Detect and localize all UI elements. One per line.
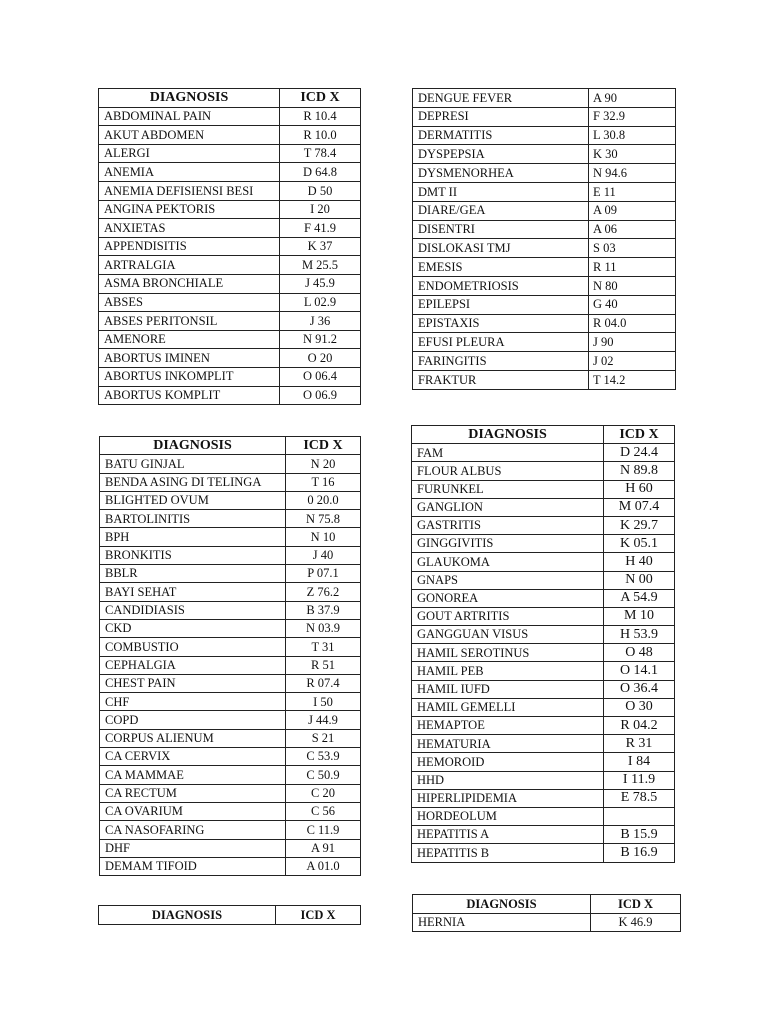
table-row bbox=[99, 367, 361, 386]
table-row bbox=[99, 181, 361, 200]
icd-code-cell: O 48 bbox=[604, 644, 675, 662]
icd-code-cell: C 11.9 bbox=[286, 821, 361, 839]
diagnosis-cell: CANDIDIASIS bbox=[100, 601, 286, 619]
diagnosis-cell: DHF bbox=[100, 839, 286, 857]
icd-code-cell: I 84 bbox=[604, 753, 675, 771]
icd-code-cell: I 11.9 bbox=[604, 771, 675, 789]
diagnosis-cell: HAMIL SEROTINUS bbox=[412, 644, 604, 662]
table-row bbox=[99, 330, 361, 349]
icd-code-cell bbox=[604, 807, 675, 825]
icd-code-cell: T 16 bbox=[286, 473, 361, 491]
icd-code-cell: D 24.4 bbox=[604, 444, 675, 462]
icd-code-cell: C 53.9 bbox=[286, 748, 361, 766]
table-row bbox=[413, 107, 676, 126]
table-row bbox=[99, 163, 361, 182]
diagnosis-cell: DERMATITIS bbox=[413, 126, 589, 145]
table-row bbox=[413, 258, 676, 277]
icd-code-cell: K 37 bbox=[280, 237, 361, 256]
icd-code-cell: B 16.9 bbox=[604, 844, 675, 862]
table-row bbox=[99, 349, 361, 368]
table-row bbox=[413, 239, 676, 258]
diagnosis-cell: ABORTUS IMINEN bbox=[99, 349, 280, 368]
table-row bbox=[412, 444, 675, 462]
diagnosis-cell: HERNIA bbox=[413, 913, 591, 932]
table-header-row bbox=[99, 89, 361, 108]
diagnosis-cell: HIPERLIPIDEMIA bbox=[412, 789, 604, 807]
icd-code-cell: C 20 bbox=[286, 784, 361, 802]
icd-code-cell: H 60 bbox=[604, 480, 675, 498]
table-row bbox=[100, 638, 361, 656]
icd-code-cell: O 36.4 bbox=[604, 680, 675, 698]
icd-code-cell: E 78.5 bbox=[604, 789, 675, 807]
icd-code-cell: O 06.9 bbox=[280, 386, 361, 405]
icd-code-cell: A 01.0 bbox=[286, 857, 361, 875]
diagnosis-cell: DIARE/GEA bbox=[413, 201, 589, 220]
table-row bbox=[412, 462, 675, 480]
table-row bbox=[413, 182, 676, 201]
icd-code-cell: B 37.9 bbox=[286, 601, 361, 619]
icd-table-4 bbox=[411, 425, 675, 863]
icd-code-cell: N 10 bbox=[286, 528, 361, 546]
table-header-row bbox=[100, 437, 361, 455]
diagnosis-cell: CHEST PAIN bbox=[100, 674, 286, 692]
table-row bbox=[412, 480, 675, 498]
table-row bbox=[412, 553, 675, 571]
diagnosis-cell: FRAKTUR bbox=[413, 370, 589, 389]
icd-code-cell: R 04.2 bbox=[604, 717, 675, 735]
table-row bbox=[100, 857, 361, 875]
icd-code-cell: B 15.9 bbox=[604, 826, 675, 844]
diagnosis-cell: DEPRESI bbox=[413, 107, 589, 126]
icd-code-cell: A 54.9 bbox=[604, 589, 675, 607]
diagnosis-cell: HAMIL GEMELLI bbox=[412, 698, 604, 716]
diagnosis-header: DIAGNOSIS bbox=[412, 426, 604, 444]
table-row bbox=[99, 126, 361, 145]
table-row bbox=[100, 473, 361, 491]
diagnosis-cell: FLOUR ALBUS bbox=[412, 462, 604, 480]
diagnosis-cell: GOUT ARTRITIS bbox=[412, 607, 604, 625]
diagnosis-cell: ABORTUS KOMPLIT bbox=[99, 386, 280, 405]
icd-table-3 bbox=[99, 436, 361, 876]
icd-code-cell: N 80 bbox=[589, 276, 676, 295]
icd-code-cell: N 20 bbox=[286, 455, 361, 473]
icd-code-cell: N 75.8 bbox=[286, 510, 361, 528]
icd-code-cell: C 56 bbox=[286, 802, 361, 820]
table-row bbox=[100, 693, 361, 711]
diagnosis-cell: CEPHALGIA bbox=[100, 656, 286, 674]
icd-code-cell: N 03.9 bbox=[286, 619, 361, 637]
diagnosis-cell: DMT II bbox=[413, 182, 589, 201]
icd-code-header: ICD X bbox=[604, 426, 675, 444]
diagnosis-cell: HEPATITIS A bbox=[412, 826, 604, 844]
icd-code-cell: R 04.0 bbox=[589, 314, 676, 333]
diagnosis-cell: BARTOLINITIS bbox=[100, 510, 286, 528]
table-row bbox=[413, 89, 676, 108]
diagnosis-cell: CHF bbox=[100, 693, 286, 711]
icd-code-cell: S 21 bbox=[286, 729, 361, 747]
icd-code-cell: M 25.5 bbox=[280, 256, 361, 275]
table-row bbox=[100, 656, 361, 674]
icd-code-cell: T 78.4 bbox=[280, 144, 361, 163]
diagnosis-cell: CA MAMMAE bbox=[100, 766, 286, 784]
table-row bbox=[99, 144, 361, 163]
diagnosis-cell: DYSMENORHEA bbox=[413, 164, 589, 183]
table-row bbox=[412, 516, 675, 534]
diagnosis-cell: HEMOROID bbox=[412, 753, 604, 771]
table-row bbox=[412, 626, 675, 644]
icd-code-cell: M 10 bbox=[604, 607, 675, 625]
diagnosis-cell: BATU GINJAL bbox=[100, 455, 286, 473]
diagnosis-cell: DISLOKASI TMJ bbox=[413, 239, 589, 258]
icd-code-cell: J 36 bbox=[280, 312, 361, 331]
table-header-row bbox=[99, 906, 361, 925]
diagnosis-cell: ABSES bbox=[99, 293, 280, 312]
table-row bbox=[100, 455, 361, 473]
icd-code-cell: K 46.9 bbox=[591, 913, 681, 932]
icd-code-cell: J 45.9 bbox=[280, 274, 361, 293]
icd-code-cell: J 02 bbox=[589, 352, 676, 371]
diagnosis-cell: HHD bbox=[412, 771, 604, 789]
diagnosis-cell: GASTRITIS bbox=[412, 516, 604, 534]
icd-table-1 bbox=[98, 88, 361, 405]
table-row bbox=[100, 729, 361, 747]
table-row bbox=[100, 839, 361, 857]
table-row bbox=[413, 145, 676, 164]
table-row bbox=[413, 370, 676, 389]
diagnosis-cell: CA RECTUM bbox=[100, 784, 286, 802]
diagnosis-cell: ABDOMINAL PAIN bbox=[99, 107, 280, 126]
icd-code-cell: J 40 bbox=[286, 546, 361, 564]
icd-code-cell: N 94.6 bbox=[589, 164, 676, 183]
icd-code-cell: R 51 bbox=[286, 656, 361, 674]
table-row bbox=[412, 753, 675, 771]
icd-code-cell: R 11 bbox=[589, 258, 676, 277]
table-row bbox=[412, 498, 675, 516]
diagnosis-cell: BLIGHTED OVUM bbox=[100, 491, 286, 509]
table-row bbox=[413, 220, 676, 239]
icd-code-cell: T 31 bbox=[286, 638, 361, 656]
table-row bbox=[100, 619, 361, 637]
table-row bbox=[99, 293, 361, 312]
diagnosis-cell: ARTRALGIA bbox=[99, 256, 280, 275]
diagnosis-cell: GONOREA bbox=[412, 589, 604, 607]
diagnosis-header: DIAGNOSIS bbox=[413, 895, 591, 914]
icd-table-2 bbox=[412, 88, 676, 390]
icd-code-cell: L 30.8 bbox=[589, 126, 676, 145]
table-row bbox=[412, 589, 675, 607]
table-row bbox=[99, 256, 361, 275]
icd-table-6 bbox=[412, 894, 681, 932]
table-row bbox=[412, 807, 675, 825]
icd-code-header: ICD X bbox=[280, 89, 361, 108]
icd-code-cell: R 10.0 bbox=[280, 126, 361, 145]
diagnosis-cell: BAYI SEHAT bbox=[100, 583, 286, 601]
table-row bbox=[412, 644, 675, 662]
icd-code-cell: E 11 bbox=[589, 182, 676, 201]
icd-code-cell: O 20 bbox=[280, 349, 361, 368]
icd-code-cell: H 40 bbox=[604, 553, 675, 571]
diagnosis-cell: CORPUS ALIENUM bbox=[100, 729, 286, 747]
icd-code-cell: D 50 bbox=[280, 181, 361, 200]
table-row bbox=[412, 735, 675, 753]
icd-code-cell: O 14.1 bbox=[604, 662, 675, 680]
diagnosis-cell: DISENTRI bbox=[413, 220, 589, 239]
icd-code-cell: F 41.9 bbox=[280, 219, 361, 238]
diagnosis-cell: EFUSI PLEURA bbox=[413, 333, 589, 352]
table-row bbox=[412, 662, 675, 680]
diagnosis-cell: EPISTAXIS bbox=[413, 314, 589, 333]
diagnosis-cell: ANEMIA DEFISIENSI BESI bbox=[99, 181, 280, 200]
table-row bbox=[413, 295, 676, 314]
icd-code-cell: N 00 bbox=[604, 571, 675, 589]
diagnosis-cell: ANXIETAS bbox=[99, 219, 280, 238]
table-row bbox=[412, 789, 675, 807]
diagnosis-cell: HAMIL IUFD bbox=[412, 680, 604, 698]
icd-code-cell: Z 76.2 bbox=[286, 583, 361, 601]
icd-table-5 bbox=[98, 905, 361, 925]
diagnosis-cell: BBLR bbox=[100, 565, 286, 583]
diagnosis-cell: BENDA ASING DI TELINGA bbox=[100, 473, 286, 491]
table-row bbox=[100, 784, 361, 802]
icd-code-cell: N 89.8 bbox=[604, 462, 675, 480]
table-row bbox=[99, 219, 361, 238]
table-row bbox=[412, 571, 675, 589]
icd-code-cell: D 64.8 bbox=[280, 163, 361, 182]
table-row bbox=[99, 386, 361, 405]
diagnosis-cell: HEPATITIS B bbox=[412, 844, 604, 862]
diagnosis-cell: GANGLION bbox=[412, 498, 604, 516]
table-row bbox=[99, 274, 361, 293]
icd-code-cell: L 02.9 bbox=[280, 293, 361, 312]
table-row bbox=[100, 510, 361, 528]
diagnosis-cell: HEMAPTOE bbox=[412, 717, 604, 735]
table-row bbox=[412, 717, 675, 735]
table-row bbox=[100, 802, 361, 820]
table-row bbox=[99, 312, 361, 331]
icd-code-cell: T 14.2 bbox=[589, 370, 676, 389]
diagnosis-cell: ANGINA PEKTORIS bbox=[99, 200, 280, 219]
diagnosis-cell: FARINGITIS bbox=[413, 352, 589, 371]
diagnosis-cell: CA CERVIX bbox=[100, 748, 286, 766]
icd-code-cell: R 10.4 bbox=[280, 107, 361, 126]
table-row bbox=[100, 674, 361, 692]
diagnosis-cell: CA OVARIUM bbox=[100, 802, 286, 820]
table-row bbox=[100, 821, 361, 839]
diagnosis-cell: GANGGUAN VISUS bbox=[412, 626, 604, 644]
diagnosis-cell: BPH bbox=[100, 528, 286, 546]
table-row bbox=[412, 826, 675, 844]
icd-code-cell: A 91 bbox=[286, 839, 361, 857]
diagnosis-cell: AKUT ABDOMEN bbox=[99, 126, 280, 145]
icd-code-cell: J 44.9 bbox=[286, 711, 361, 729]
icd-code-cell: O 30 bbox=[604, 698, 675, 716]
icd-code-cell: I 20 bbox=[280, 200, 361, 219]
icd-code-cell: S 03 bbox=[589, 239, 676, 258]
diagnosis-cell: CKD bbox=[100, 619, 286, 637]
table-row bbox=[100, 491, 361, 509]
table-row bbox=[412, 535, 675, 553]
diagnosis-cell: BRONKITIS bbox=[100, 546, 286, 564]
diagnosis-header: DIAGNOSIS bbox=[99, 89, 280, 108]
diagnosis-cell: CA NASOFARING bbox=[100, 821, 286, 839]
table-row bbox=[413, 126, 676, 145]
table-row bbox=[412, 771, 675, 789]
icd-code-cell: A 90 bbox=[589, 89, 676, 108]
table-row bbox=[100, 748, 361, 766]
diagnosis-cell: GNAPS bbox=[412, 571, 604, 589]
table-row bbox=[99, 237, 361, 256]
diagnosis-cell: DYSPEPSIA bbox=[413, 145, 589, 164]
diagnosis-cell: DENGUE FEVER bbox=[413, 89, 589, 108]
icd-code-cell: M 07.4 bbox=[604, 498, 675, 516]
icd-code-header: ICD X bbox=[591, 895, 681, 914]
icd-code-cell: P 07.1 bbox=[286, 565, 361, 583]
table-row bbox=[412, 607, 675, 625]
table-row bbox=[412, 680, 675, 698]
diagnosis-cell: ENDOMETRIOSIS bbox=[413, 276, 589, 295]
table-row bbox=[100, 528, 361, 546]
diagnosis-cell: ASMA BRONCHIALE bbox=[99, 274, 280, 293]
table-row bbox=[100, 546, 361, 564]
icd-code-cell: O 06.4 bbox=[280, 367, 361, 386]
icd-code-cell: F 32.9 bbox=[589, 107, 676, 126]
diagnosis-cell: ABSES PERITONSIL bbox=[99, 312, 280, 331]
diagnosis-cell: EMESIS bbox=[413, 258, 589, 277]
icd-code-cell: A 09 bbox=[589, 201, 676, 220]
diagnosis-cell: FAM bbox=[412, 444, 604, 462]
table-row bbox=[100, 583, 361, 601]
icd-code-cell: N 91.2 bbox=[280, 330, 361, 349]
table-row bbox=[413, 201, 676, 220]
icd-code-cell: J 90 bbox=[589, 333, 676, 352]
table-header-row bbox=[412, 426, 675, 444]
table-row bbox=[413, 314, 676, 333]
icd-code-header: ICD X bbox=[276, 906, 361, 925]
icd-code-cell: K 29.7 bbox=[604, 516, 675, 534]
table-row bbox=[100, 601, 361, 619]
icd-code-cell: H 53.9 bbox=[604, 626, 675, 644]
table-row bbox=[413, 913, 681, 932]
table-row bbox=[413, 333, 676, 352]
table-row bbox=[412, 844, 675, 862]
diagnosis-cell: HEMATURIA bbox=[412, 735, 604, 753]
diagnosis-cell: COPD bbox=[100, 711, 286, 729]
table-row bbox=[100, 565, 361, 583]
icd-code-cell: I 50 bbox=[286, 693, 361, 711]
table-row bbox=[99, 200, 361, 219]
diagnosis-cell: ABORTUS INKOMPLIT bbox=[99, 367, 280, 386]
diagnosis-header: DIAGNOSIS bbox=[99, 906, 276, 925]
diagnosis-header: DIAGNOSIS bbox=[100, 437, 286, 455]
diagnosis-cell: GLAUKOMA bbox=[412, 553, 604, 571]
icd-code-cell: R 31 bbox=[604, 735, 675, 753]
icd-code-cell: R 07.4 bbox=[286, 674, 361, 692]
icd-code-cell: K 05.1 bbox=[604, 535, 675, 553]
diagnosis-cell: HORDEOLUM bbox=[412, 807, 604, 825]
icd-code-cell: C 50.9 bbox=[286, 766, 361, 784]
table-row bbox=[99, 107, 361, 126]
diagnosis-cell: GINGGIVITIS bbox=[412, 535, 604, 553]
icd-code-cell: K 30 bbox=[589, 145, 676, 164]
icd-code-cell: 0 20.0 bbox=[286, 491, 361, 509]
diagnosis-cell: ANEMIA bbox=[99, 163, 280, 182]
table-row bbox=[100, 711, 361, 729]
diagnosis-cell: HAMIL PEB bbox=[412, 662, 604, 680]
table-row bbox=[413, 352, 676, 371]
diagnosis-cell: ALERGI bbox=[99, 144, 280, 163]
icd-code-cell: A 06 bbox=[589, 220, 676, 239]
icd-code-cell: G 40 bbox=[589, 295, 676, 314]
diagnosis-cell: APPENDISITIS bbox=[99, 237, 280, 256]
table-row bbox=[100, 766, 361, 784]
table-row bbox=[412, 698, 675, 716]
diagnosis-cell: FURUNKEL bbox=[412, 480, 604, 498]
diagnosis-cell: COMBUSTIO bbox=[100, 638, 286, 656]
diagnosis-cell: EPILEPSI bbox=[413, 295, 589, 314]
icd-code-header: ICD X bbox=[286, 437, 361, 455]
table-row bbox=[413, 164, 676, 183]
table-row bbox=[413, 276, 676, 295]
diagnosis-cell: AMENORE bbox=[99, 330, 280, 349]
table-header-row bbox=[413, 895, 681, 914]
diagnosis-cell: DEMAM TIFOID bbox=[100, 857, 286, 875]
